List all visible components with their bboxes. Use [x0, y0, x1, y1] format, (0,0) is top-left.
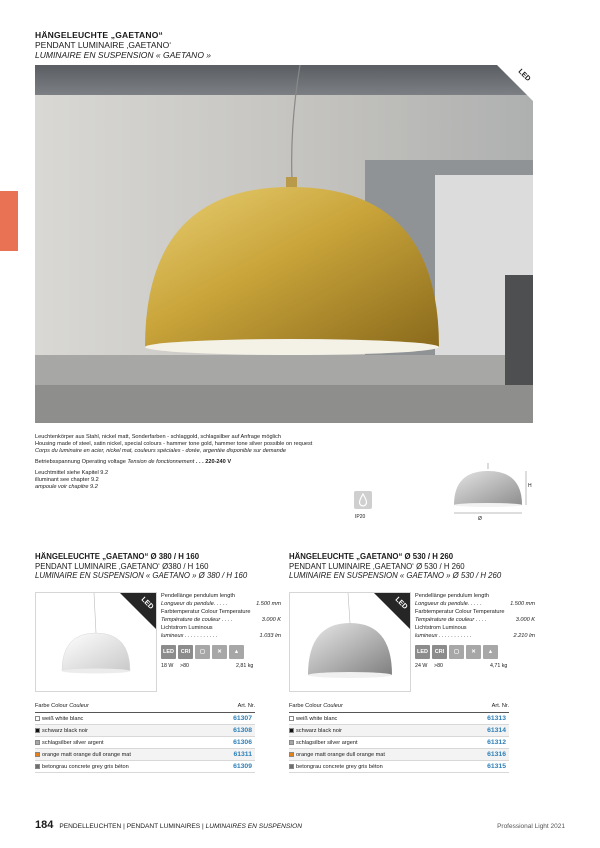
product-380-specs: Pendellänge pendulum length Longueur du pendule. . . . . 1.500 mm Farbtemperatur Colour Temperature Température de couleur . . . . 3.000 K Lichtstrom Luminous lumineux . . . . . . . . . . . 1.033 lm LED CRI ▢ ✕ ▲ 18 W >80 2,81 kg: [161, 593, 281, 669]
color-table-header: Farbe Colour Couleur Art. Nr.: [35, 700, 255, 713]
housing-de: Leuchtenkörper aus Stahl, nickel matt, Sonderfarben - schlaggold, schlagsilber auf Anfrage möglich: [35, 434, 281, 440]
color-name: schwarz black noir: [42, 727, 89, 734]
article-number: 61306: [233, 739, 252, 746]
color-row: [35, 713, 255, 725]
article-number: 61311: [233, 751, 252, 758]
product-description: [35, 434, 375, 491]
color-swatch: [35, 716, 40, 721]
color-row: [289, 725, 509, 737]
color-row: [289, 749, 509, 761]
operating-voltage: Betriebsspannung Operating voltage Tension de fonctionnement . . . 220-240 V: [35, 459, 232, 465]
housing-fr: Corps du luminaire en acier, nickel mat, couleurs spéciales - dorée, argentée disponible sur demande: [35, 448, 286, 454]
color-swatch: [289, 740, 294, 745]
color-name: orange matt orange dull orange mat: [296, 751, 385, 758]
led-icon: LED: [161, 645, 176, 659]
color-rows: [35, 713, 255, 773]
section-fr: LUMINAIRES EN SUSPENSION: [205, 823, 302, 830]
section-en: PENDANT LUMINAIRES: [126, 823, 201, 830]
article-number: 61307: [233, 715, 252, 722]
color-swatch: [289, 752, 294, 757]
color-swatch: [35, 740, 40, 745]
lamp-fr: ampoule voir chapitre 9.2: [35, 484, 98, 490]
dimension-drawing: [438, 463, 538, 527]
weight-icon: ▲: [229, 645, 244, 659]
pendant-lamp-photo: [35, 65, 533, 423]
housing-en: Housing made of steel, satin nickel, special colours - hammer tone gold, hammer tone silver possible on request: [35, 441, 313, 447]
color-row: [35, 725, 255, 737]
title-en: PENDANT LUMINAIRE ‚GAETANO‘: [35, 40, 172, 50]
water-drop-icon: [354, 491, 372, 509]
color-table-header: Farbe Colour Couleur Art. Nr.: [289, 700, 509, 713]
section-de: PENDELLEUCHTEN: [59, 823, 122, 830]
no-dimming-icon: ✕: [212, 645, 227, 659]
diameter-label: Ø: [478, 516, 482, 522]
color-row: [35, 761, 255, 773]
color-name: schlagsilber silver argent: [296, 739, 358, 746]
class-icon: ▢: [449, 645, 464, 659]
product-530-color-table: [289, 700, 509, 773]
height-label: H: [528, 483, 532, 489]
class-icon: ▢: [195, 645, 210, 659]
article-number: 61312: [487, 739, 506, 746]
color-swatch: [35, 728, 40, 733]
color-swatch: [289, 716, 294, 721]
title-fr: LUMINAIRE EN SUSPENSION « GAETANO »: [35, 50, 212, 60]
article-number: 61316: [487, 751, 506, 758]
led-badge: LED: [497, 65, 533, 101]
color-name: weiß white blanc: [42, 715, 84, 722]
lamp-en: illuminant see chapter 9.2: [35, 477, 99, 483]
ip-rating-icon: [354, 491, 372, 509]
led-badge: LED: [120, 593, 156, 629]
article-number: 61313: [487, 715, 506, 722]
color-row: [289, 737, 509, 749]
feature-values: 18 W >80 2,81 kg: [161, 663, 254, 669]
no-dimming-icon: ✕: [466, 645, 481, 659]
color-row: [35, 749, 255, 761]
lamp-de: Leuchtmittel siehe Kapitel 9.2: [35, 470, 109, 476]
color-name: betongrau concrete grey gris béton: [296, 763, 383, 770]
product-380: HÄNGELEUCHTE „GAETANO“ Ø 380 / H 160 PENDANT LUMINAIRE ‚GAETANO‘ Ø380 / H 160 LUMINAIRE EN SUSPENSION « GAETANO » Ø 380 / H 160: [35, 552, 248, 580]
product-530-specs: Pendellänge pendulum length Longueur du pendule. . . . . 1.500 mm Farbtemperatur Colour Temperature Température de couleur . . . . 3.000 K Lichtstrom Luminous lumineux . . . . . . . . . . . 2.210 lm LED CRI ▢ ✕ ▲ 24 W >80 4,71 kg: [415, 593, 535, 669]
title-de: HÄNGELEUCHTE „GAETANO“: [35, 30, 163, 40]
color-swatch: [289, 728, 294, 733]
color-name: orange matt orange dull orange mat: [42, 751, 131, 758]
color-rows: [289, 713, 509, 773]
page-number: 184: [35, 819, 54, 831]
color-swatch: [35, 764, 40, 769]
color-row: [289, 761, 509, 773]
article-number: 61315: [487, 763, 506, 770]
color-name: betongrau concrete grey gris béton: [42, 763, 129, 770]
color-row: [35, 737, 255, 749]
hero-photo: [35, 65, 533, 423]
feature-icons: [161, 645, 281, 659]
color-row: [289, 713, 509, 725]
led-icon: LED: [415, 645, 430, 659]
feature-icons: [415, 645, 535, 659]
page-footer: 184 PENDELLEUCHTEN | PENDANT LUMINAIRES | LUMINAIRES EN SUSPENSION Professional Light 2021: [35, 819, 565, 831]
color-name: weiß white blanc: [296, 715, 338, 722]
product-530: HÄNGELEUCHTE „GAETANO“ Ø 530 / H 260 PENDANT LUMINAIRE ‚GAETANO‘ Ø 530 / H 260 LUMINAIRE EN SUSPENSION « GAETANO » Ø 530 / H 260: [289, 552, 502, 580]
weight-icon: ▲: [483, 645, 498, 659]
product-530-image: [289, 592, 411, 692]
product-380-image: [35, 592, 157, 692]
cri-icon: CRI: [432, 645, 447, 659]
article-number: 61314: [487, 727, 506, 734]
color-name: schlagsilber silver argent: [42, 739, 104, 746]
chapter-tab: [0, 191, 18, 251]
color-name: schwarz black noir: [296, 727, 343, 734]
brand-label: Professional Light 2021: [497, 823, 565, 830]
ip-rating-label: IP20: [355, 514, 366, 520]
article-number: 61308: [233, 727, 252, 734]
product-380-color-table: [35, 700, 255, 773]
color-swatch: [289, 764, 294, 769]
page-header: [35, 30, 211, 60]
color-swatch: [35, 752, 40, 757]
article-number: 61309: [233, 763, 252, 770]
cri-icon: CRI: [178, 645, 193, 659]
led-badge: LED: [374, 593, 410, 629]
feature-values: 24 W >80 4,71 kg: [415, 663, 508, 669]
